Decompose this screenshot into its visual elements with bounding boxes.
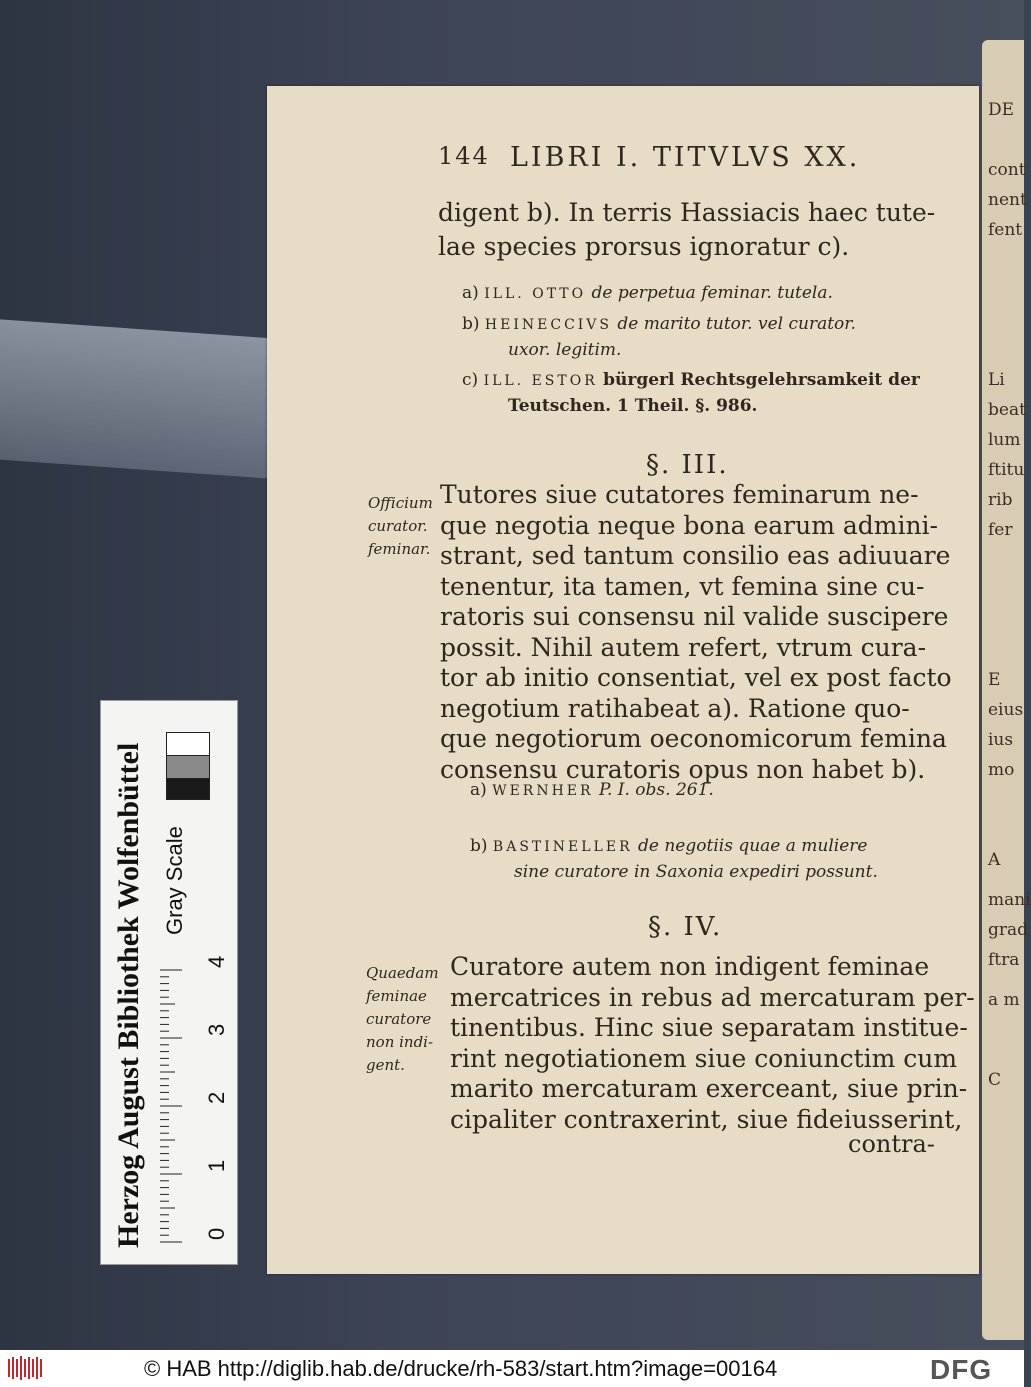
footnote-continuation: uxor. legitim. — [508, 340, 622, 360]
next-page-fragment: mo — [988, 760, 1015, 780]
body-line: que negotia neque bona earum admini- — [440, 510, 938, 540]
body-line: negotium ratihabeat a). Ratione quo- — [440, 693, 910, 723]
scale-number: 1 — [204, 1159, 229, 1172]
next-page-fragment: A — [988, 850, 1001, 870]
next-page-fragment: rib — [988, 490, 1013, 510]
running-title: LIBRI I. TITVLVS XX. — [510, 142, 861, 173]
scale-number: 0 — [204, 1227, 229, 1240]
scale-number: 2 — [204, 1091, 229, 1104]
body-line: tenentur, ita tamen, vt femina sine cu- — [440, 571, 925, 601]
ruler-ticks — [160, 960, 182, 1242]
dfg-logo: DFG — [930, 1354, 993, 1385]
scale-number: 4 — [204, 955, 229, 968]
body-line: rint negotiationem siue coniunctim cum — [450, 1043, 958, 1073]
body-line: Curatore autem non indigent feminae — [450, 952, 930, 981]
next-page-edge — [982, 40, 1031, 1340]
body-line: Tutores siue cutatores feminarum ne- — [440, 480, 919, 509]
next-page-fragment: E — [988, 670, 1001, 690]
body-line: ratoris sui consensu nil valide suscipere — [440, 602, 949, 631]
footnote-continuation: Teutschen. 1 Theil. §. 986. — [508, 396, 758, 416]
body-line: mercatrices in rebus ad mercaturam per- — [450, 982, 975, 1012]
next-page-fragment: lum — [988, 430, 1021, 450]
hab-logo-icon — [6, 1355, 46, 1381]
footer-bar — [0, 1350, 1024, 1387]
scale-number: 3 — [204, 1023, 229, 1036]
next-page-fragment: ftra — [988, 950, 1020, 970]
card-title: Herzog August Bibliothek Wolfenbüttel — [112, 742, 145, 1248]
margin-note: Quaedam feminae curatore non indi- gent. — [366, 964, 439, 1074]
body-line: consensu curatoris opus non habet b). — [440, 754, 926, 784]
body-line: possit. Nihil autem refert, vtrum cura- — [440, 632, 927, 662]
footnote: c) ILL. ESTOR bürgerl Rechtsgelehrsamkeit der — [462, 370, 920, 390]
section-heading: §. III. — [646, 450, 729, 480]
next-page-fragment: nent — [988, 190, 1027, 210]
next-page-fragment: DE — [988, 100, 1015, 120]
swatch-white — [166, 732, 210, 756]
next-page-fragment: fent — [988, 220, 1023, 240]
footnote: b) HEINECCIVS de marito tutor. vel curator. — [462, 314, 856, 334]
section-heading: §. IV. — [648, 912, 723, 942]
body-line: que negotiorum oeconomicorum femina — [440, 724, 947, 753]
swatch-gray — [166, 755, 210, 779]
next-page-fragment: cont — [988, 160, 1026, 180]
copyright-url[interactable]: © HAB http://diglib.hab.de/drucke/rh-583/start.htm?image=00164 — [144, 1356, 778, 1381]
next-page-fragment: ftitu — [988, 460, 1025, 480]
next-page-fragment: eius — [988, 700, 1024, 720]
next-page-fragment: mani — [988, 890, 1031, 910]
next-page-fragment: Li — [988, 370, 1005, 390]
footnote: a) WERNHER P. I. obs. 261. — [470, 780, 714, 800]
page-number: 144 — [438, 142, 490, 170]
next-page-fragment: C — [988, 1070, 1002, 1090]
next-page-fragment: grad — [988, 920, 1029, 940]
footnote-continuation: sine curatore in Saxonia expediri possunt. — [514, 862, 878, 882]
body-line: tinentibus. Hinc siue separatam institue- — [450, 1013, 968, 1042]
body-line: cipaliter contraxerint, siue fideiusserint, — [450, 1104, 963, 1134]
gray-scale-label: Gray Scale — [162, 826, 187, 935]
body-line: tor ab initio consentiat, vel ex post facto — [440, 663, 952, 692]
catchword: contra- — [848, 1130, 935, 1158]
next-page-fragment: beat — [988, 400, 1026, 420]
body-line: strant, sed tantum consilio eas adiuuare — [440, 541, 951, 570]
next-page-fragment: fer — [988, 520, 1013, 540]
footnote: a) ILL. OTTO de perpetua feminar. tutela. — [462, 283, 833, 303]
next-page-fragment: ius — [988, 730, 1014, 750]
body-line: marito mercaturam exerceant, siue prin- — [450, 1074, 968, 1103]
body-line: lae species prorsus ignoratur c). — [438, 232, 850, 261]
swatch-black — [166, 778, 210, 800]
next-page-fragment: a m — [988, 990, 1020, 1010]
margin-note: Officium curator. feminar. — [368, 494, 433, 558]
body-line: digent b). In terris Hassiacis haec tute- — [438, 198, 936, 227]
running-header — [438, 142, 918, 182]
footnote: b) BASTINELLER de negotiis quae a muliere — [470, 836, 868, 856]
